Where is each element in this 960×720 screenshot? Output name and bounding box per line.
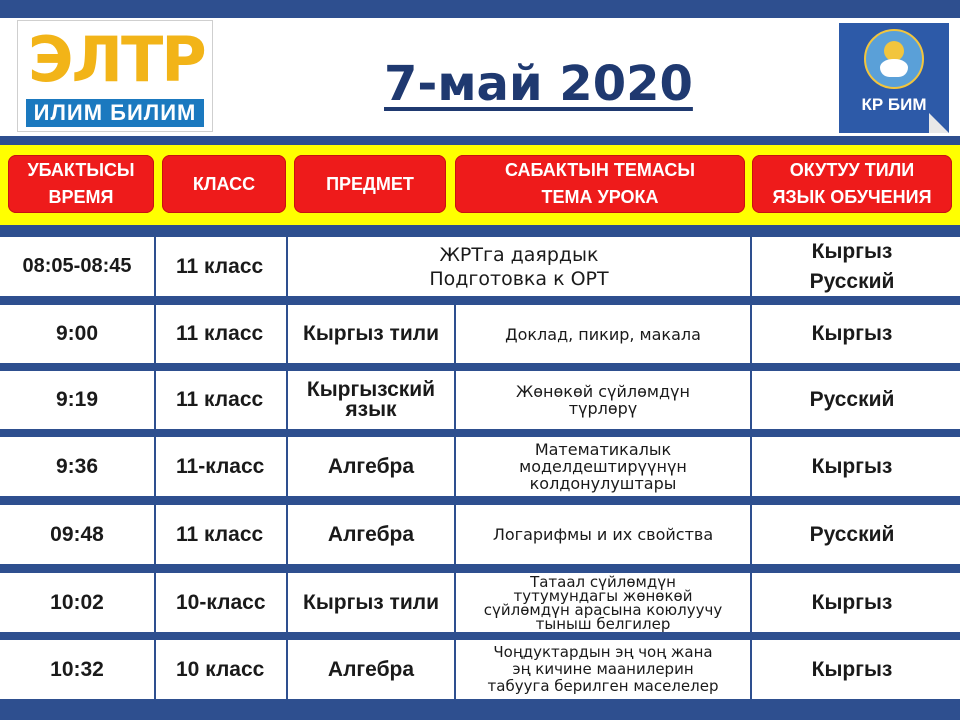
- sun-icon: [884, 41, 904, 61]
- column-header-topic: САБАКТЫН ТЕМАСЫ ТЕМА УРОКА: [455, 155, 745, 213]
- class-cell: 10 класс: [176, 657, 265, 681]
- class-cell: 11 класс: [176, 388, 264, 411]
- eltr-logo: [17, 20, 213, 132]
- table-row: [0, 237, 960, 296]
- state-emblem-icon: [864, 29, 924, 89]
- language-cell: Русский: [809, 388, 895, 411]
- topic-cell: Логарифмы и их свойства: [492, 525, 714, 544]
- language-cell: Кыргыз: [811, 454, 893, 478]
- topic-cell: Математикалык моделдештирүүнүн колдонулуштары: [519, 440, 687, 493]
- language-cell: Русский: [809, 522, 895, 546]
- header: [0, 18, 960, 136]
- class-cell: 11 класс: [176, 254, 264, 278]
- column-header-language: ОКУТУУ ТИЛИ ЯЗЫК ОБУЧЕНИЯ: [752, 155, 952, 213]
- language-cell: Кыргыз: [811, 322, 893, 345]
- subject-cell: Кыргызский язык: [306, 378, 436, 421]
- language-cell: Кыргыз: [811, 590, 893, 614]
- language-cell: Кыргыз Русский: [809, 239, 895, 293]
- table-row: [0, 371, 960, 429]
- subject-cell: Алгебра: [327, 454, 415, 478]
- column-header-time: УБАКТЫСЫ ВРЕМЯ: [8, 155, 154, 213]
- time-cell: 10:02: [50, 590, 104, 614]
- time-cell: 9:00: [55, 322, 99, 345]
- language-cell: Кыргыз: [811, 657, 893, 681]
- logo-main-text: ЭЛТР: [28, 23, 205, 96]
- class-cell: 11 класс: [176, 522, 264, 546]
- column-header-class: КЛАСС: [162, 155, 286, 213]
- table-row: [0, 505, 960, 564]
- table-row: [0, 437, 960, 496]
- subject-cell: Алгебра: [327, 522, 415, 546]
- topic-cell: Доклад, пикир, макала: [505, 324, 701, 344]
- class-cell: 10-класс: [176, 590, 266, 614]
- time-cell: 9:36: [55, 454, 99, 478]
- subject-cell: Кыргыз тили: [303, 590, 439, 614]
- topic-cell: Жөнөкөй сүйлөмдүн түрлөрү: [516, 382, 690, 418]
- subject-cell: Алгебра: [327, 657, 415, 681]
- subject-cell: Кыргыз тили: [303, 322, 439, 345]
- topic-cell: Татаал сүйлөмдүн тутумундагы жөнөкөй сүйлөмдүн арасына коюлуучу тыныш белгилер: [483, 572, 723, 633]
- falcon-icon: [880, 59, 908, 77]
- page-fold-decoration: [929, 113, 949, 133]
- table-row: [0, 305, 960, 363]
- merged-topic-cell: ЖРТга даярдык Подготовка к ОРТ: [429, 243, 609, 290]
- class-cell: 11-класс: [176, 454, 265, 478]
- column-header-subject: ПРЕДМЕТ: [294, 155, 446, 213]
- time-cell: 10:32: [50, 657, 104, 681]
- emblem-label: КР БИМ: [861, 95, 927, 114]
- time-cell: 9:19: [55, 388, 99, 411]
- page-title: 7-май 2020: [384, 56, 693, 112]
- time-cell: 08:05-08:45: [22, 255, 132, 277]
- table-row: [0, 640, 960, 699]
- time-cell: 09:48: [50, 522, 104, 546]
- topic-cell: Чоңдуктардын эң чоң жана эң кичине маанилерин табууга берилген маселелер: [487, 643, 719, 695]
- logo-sub-text: ИЛИМ БИЛИМ: [26, 99, 204, 127]
- class-cell: 11 класс: [176, 322, 264, 345]
- table-row: [0, 573, 960, 632]
- kr-bim-emblem: [839, 23, 949, 133]
- column-header-band: [0, 145, 960, 225]
